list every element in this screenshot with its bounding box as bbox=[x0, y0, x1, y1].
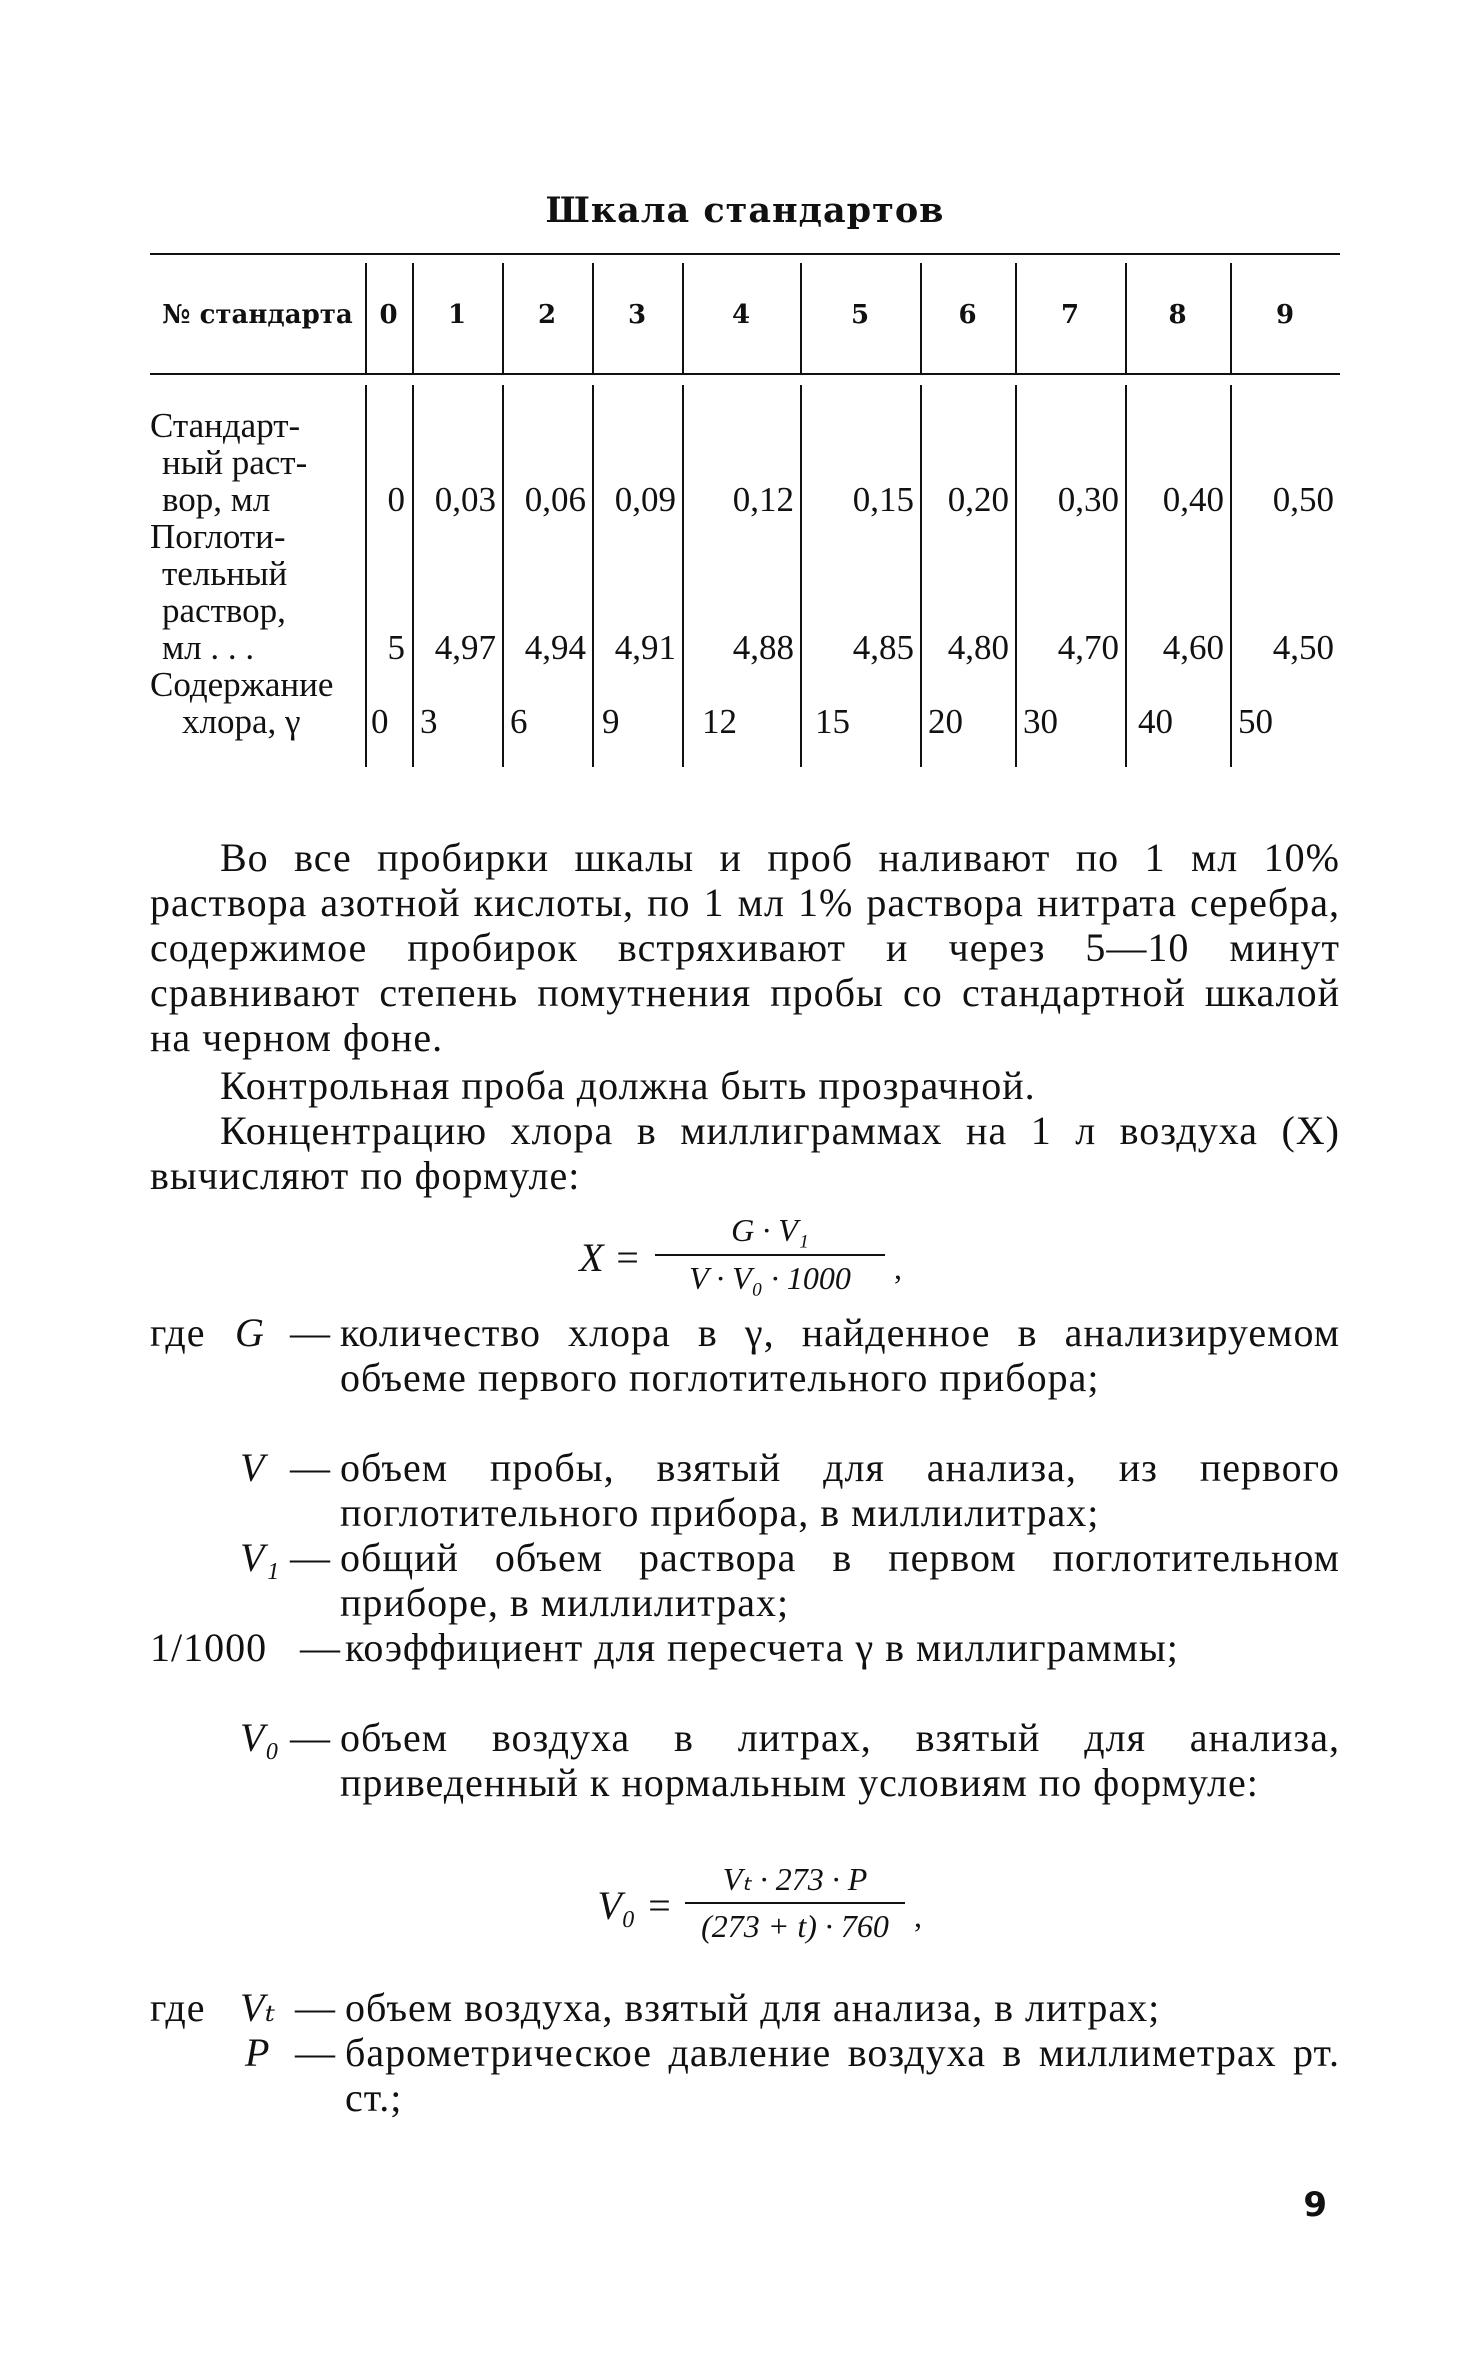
table-cell: 4,70 bbox=[1057, 628, 1119, 667]
def-text: объем воздуха в литрах, взятый для анализа, приведенный к нормальным условиям по формуле: bbox=[340, 1715, 1340, 1805]
table-cell: 0,30 bbox=[1057, 480, 1119, 519]
paragraph-formula-intro bbox=[150, 1108, 1340, 1198]
col-header: 0 bbox=[379, 300, 398, 330]
formula-numerator: Vₜ · 273 · P bbox=[722, 1861, 868, 1897]
def-dash: — bbox=[295, 2030, 336, 2075]
formula-fraction-bar bbox=[655, 1254, 885, 1256]
table-cell: 6 bbox=[510, 702, 528, 741]
col-header: 8 bbox=[1168, 300, 1187, 330]
header-label: № стандарта bbox=[162, 300, 353, 330]
table-cell: 0,40 bbox=[1162, 480, 1224, 519]
def-text: коэффициент для пересчета γ в миллиграммы; bbox=[345, 1625, 1179, 1670]
formula-lhs: V₀ = bbox=[597, 1883, 673, 1928]
row-label-standard-solution bbox=[150, 407, 370, 518]
table-cell: 4,88 bbox=[732, 628, 794, 667]
def-term: G bbox=[235, 1310, 265, 1355]
table-caption: Шкала стандартов bbox=[545, 190, 945, 231]
table-cell: 9 bbox=[602, 702, 620, 741]
col-rule bbox=[800, 385, 802, 767]
table-cell: 4,97 bbox=[434, 628, 496, 667]
def-dash: — bbox=[300, 1625, 341, 1670]
definitions-list bbox=[150, 1310, 1340, 1870]
row-label-line: хлора, γ bbox=[182, 702, 301, 741]
where-lead: где bbox=[150, 1310, 206, 1355]
def-text: объем пробы, взятый для анализа, из первого поглотительного прибора, в миллилитрах; bbox=[340, 1445, 1340, 1535]
def-dash: — bbox=[290, 1445, 331, 1490]
def-dash: — bbox=[295, 1985, 336, 2030]
formula-lhs: X = bbox=[579, 1235, 641, 1280]
where-lead: где bbox=[150, 1985, 206, 2030]
row-label-line: ный раст- bbox=[162, 443, 308, 482]
table-cell: 12 bbox=[702, 702, 737, 741]
table-cell: 5 bbox=[387, 628, 405, 667]
table-cell: 4,80 bbox=[947, 628, 1009, 667]
row-label-line: мл . . . bbox=[162, 628, 255, 667]
col-header: 9 bbox=[1275, 300, 1295, 330]
col-header: 2 bbox=[537, 300, 557, 330]
col-header: 4 bbox=[731, 300, 751, 330]
table-cell: 0,12 bbox=[732, 480, 794, 519]
row-label-absorbing-solution bbox=[150, 518, 370, 666]
def-dash: — bbox=[290, 1310, 331, 1355]
formula-denominator: (273 + t) · 760 bbox=[701, 1908, 889, 1944]
page-number: 9 bbox=[1303, 2185, 1327, 2225]
formula-chlorine-concentration bbox=[570, 1212, 930, 1302]
table-cell: 4,91 bbox=[614, 628, 676, 667]
formula-numerator: G · V₁ bbox=[731, 1212, 809, 1248]
paragraph-control bbox=[150, 1063, 1340, 1108]
def-term: Vₜ bbox=[240, 1985, 277, 2030]
table-cell: 0,03 bbox=[434, 480, 496, 519]
definitions-list-2 bbox=[150, 1985, 1340, 2125]
table-cell: 0 bbox=[387, 480, 405, 519]
def-term: P bbox=[245, 2030, 271, 2075]
col-rule bbox=[1125, 385, 1127, 767]
formula-normal-volume bbox=[590, 1860, 950, 1950]
row-label-line: раствор, bbox=[162, 591, 286, 630]
formula-trail: , bbox=[894, 1250, 902, 1286]
paragraph-procedure bbox=[150, 835, 1340, 1060]
col-rule bbox=[502, 385, 504, 767]
row-label-line: Поглоти- bbox=[150, 517, 286, 556]
table-cell: 15 bbox=[815, 702, 850, 741]
table-cell: 0,09 bbox=[614, 480, 676, 519]
def-text: количество хлора в γ, найденное в анализируемом объеме первого поглотительного прибора; bbox=[340, 1310, 1340, 1400]
table-cell: 20 bbox=[928, 702, 963, 741]
col-header: 7 bbox=[1060, 300, 1080, 330]
col-header: 1 bbox=[447, 300, 467, 330]
table-cell: 3 bbox=[420, 702, 438, 741]
row-label-line: Стандарт- bbox=[150, 406, 301, 445]
row-label-line: вор, мл bbox=[162, 480, 271, 519]
row-label-chlorine-content bbox=[150, 666, 370, 740]
row-label-line: тельный bbox=[162, 554, 288, 593]
table-cell: 0,06 bbox=[524, 480, 586, 519]
col-header: 3 bbox=[627, 300, 647, 330]
def-term: 1/1000 bbox=[150, 1625, 268, 1670]
table-cell: 0,50 bbox=[1272, 480, 1334, 519]
formula-trail: , bbox=[914, 1898, 922, 1934]
def-term: V₀ bbox=[240, 1715, 281, 1760]
col-header: 6 bbox=[958, 300, 977, 330]
table-cell: 0 bbox=[371, 702, 389, 741]
col-rule bbox=[592, 385, 594, 767]
col-rule bbox=[1230, 385, 1232, 767]
table-cell: 30 bbox=[1023, 702, 1058, 741]
col-rule bbox=[682, 385, 684, 767]
def-dash: — bbox=[290, 1715, 331, 1760]
table-cell: 0,20 bbox=[947, 480, 1009, 519]
def-text: объем воздуха, взятый для анализа, в литрах; bbox=[345, 1985, 1161, 2030]
col-rule bbox=[1015, 385, 1017, 767]
def-term: V bbox=[240, 1445, 266, 1490]
table-cell: 50 bbox=[1238, 702, 1273, 741]
formula-denominator: V · V₀ · 1000 bbox=[689, 1260, 851, 1296]
col-rule bbox=[412, 385, 414, 767]
table-cell: 4,94 bbox=[524, 628, 586, 667]
table-cell: 4,85 bbox=[852, 628, 914, 667]
def-term: V₁ bbox=[240, 1535, 281, 1580]
table-cell: 40 bbox=[1138, 702, 1173, 741]
def-dash: — bbox=[290, 1535, 331, 1580]
col-header: 5 bbox=[850, 300, 870, 330]
table-cell: 4,60 bbox=[1162, 628, 1224, 667]
formula-fraction-bar bbox=[685, 1902, 905, 1904]
table-cell: 0,15 bbox=[852, 480, 914, 519]
paragraph-text: Во все пробирки шкалы и проб наливают по 1 мл 10% раствора азотной кислоты, по 1 мл 1% раствора нитрата серебра, содержимое пробирок встряхивают и через 5—10 минут сравнивают степень помутнения пробы со стандартной шкалой на черном фоне. bbox=[150, 835, 1340, 1060]
table-cell: 4,50 bbox=[1272, 628, 1334, 667]
def-text: барометрическое давление воздуха в миллиметрах рт. ст.; bbox=[345, 2030, 1340, 2120]
col-rule bbox=[920, 385, 922, 767]
row-label-line: Содержание bbox=[150, 665, 334, 704]
def-text: общий объем раствора в первом поглотительном приборе, в миллилитрах; bbox=[340, 1535, 1340, 1625]
standards-table bbox=[150, 255, 1340, 775]
paragraph-text: Контрольная проба должна быть прозрачной. bbox=[220, 1063, 1036, 1108]
paragraph-text: Концентрацию хлора в миллиграммах на 1 л воздуха (X) вычисляют по формуле: bbox=[150, 1108, 1340, 1198]
